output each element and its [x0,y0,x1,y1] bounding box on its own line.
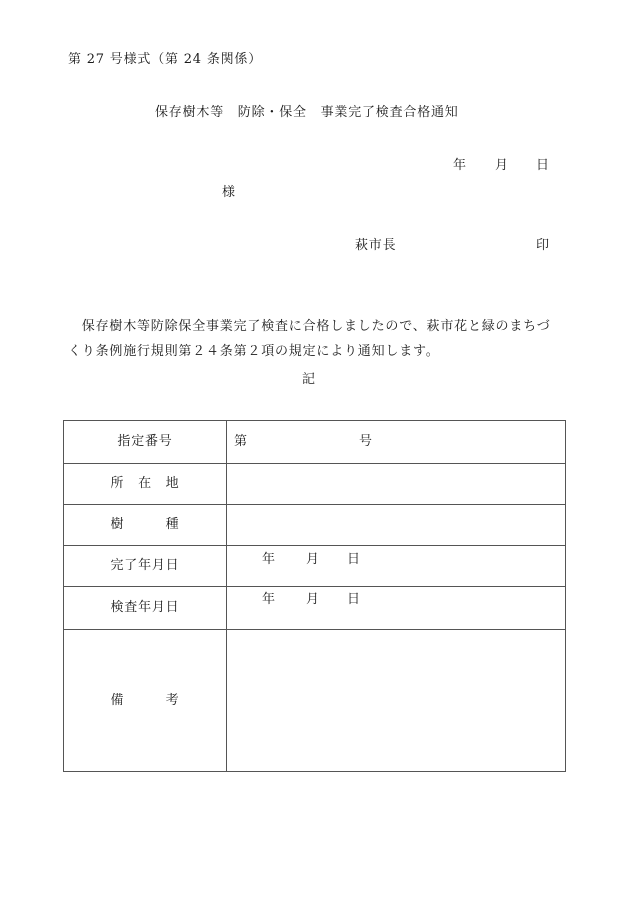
inspection-day-label: 日 [347,592,361,607]
completion-day-label: 日 [347,552,361,567]
form-number: 第 27 号様式（第 24 条関係） [68,52,263,67]
date-year-label: 年 [453,158,467,173]
details-table [63,420,566,772]
designation-number-value [227,421,565,463]
ki-heading: 記 [302,372,316,387]
designation-prefix: 第 [234,434,248,449]
document-title: 保存樹木等 防除・保全 事業完了検査合格通知 [155,105,459,120]
body-line-1: 保存樹木等防除保全事業完了検査に合格しましたので、萩市花と緑のまちづ [68,319,551,334]
remarks-value [227,630,565,771]
location-value [227,464,565,504]
inspection-year-label: 年 [262,592,276,607]
completion-date-label: 完了年月日 [64,546,227,586]
designation-number-label: 指定番号 [64,421,227,463]
addressee-suffix: 様 [222,185,236,200]
designation-suffix: 号 [359,434,373,449]
seal-mark: 印 [536,238,550,253]
date-month-label: 月 [495,158,509,173]
table-row-location [64,463,565,504]
species-value [227,505,565,545]
completion-year-label: 年 [262,552,276,567]
completion-month-label: 月 [306,552,320,567]
inspection-month-label: 月 [306,592,320,607]
location-label: 所 在 地 [64,464,227,504]
completion-date-value [227,546,565,586]
species-label: 樹 種 [64,505,227,545]
inspection-date-value [227,587,565,629]
remarks-label: 備 考 [64,630,227,771]
issuer-name: 萩市長 [355,238,397,253]
date-day-label: 日 [536,158,550,173]
table-row-inspection-date [64,586,565,629]
table-row-species [64,504,565,545]
inspection-date-label: 検査年月日 [64,587,227,629]
body-line-2: くり条例施行規則第２４条第２項の規定により通知します。 [68,344,440,359]
table-row-completion-date [64,545,565,586]
table-row-designation-number [64,421,565,463]
table-row-remarks [64,629,565,771]
